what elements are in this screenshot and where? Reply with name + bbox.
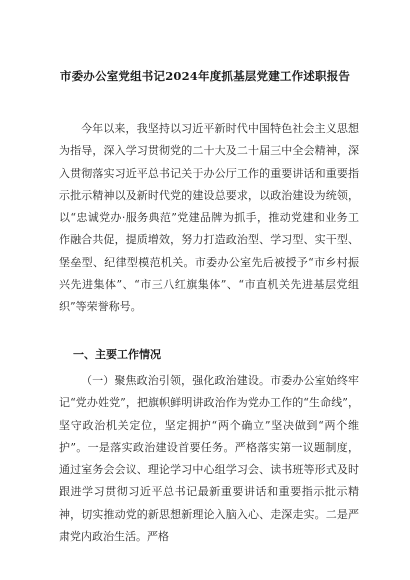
section-heading: 一、主要工作情况 [73, 348, 161, 361]
document-title: 市委办公室党组书记2024年度抓基层党建工作述职报告 [59, 69, 351, 83]
intro-paragraph: 今年以来，我坚持以习近平新时代中国特色社会主义思想为指导，深入学习贯彻党的二十大及二十届三中全会精神，深入贯彻落实习近平总书记关于办公厅工作的重要讲话和重要指示批示精神以及新时代党的建设总要求，以政治建设为统领，以“忠诚党办·服务典范”党建品牌为抓手，推动党建和业务工作融合共促，提质增效，努力打造政治型、学习型、实干型、堡垒型、纪律型模范机关。市委办公室先后被授予“市乡村振兴先进集体”、“市三八红旗集体”、“市直机关先进基层党组织”等荣誉称号。 [59, 122, 359, 314]
section-paragraph: （一）聚焦政治引领，强化政治建设。市委办公室始终牢记“党办姓党”，把旗帜鲜明讲政治作为党办工作的“生命线”，坚守政治机关定位，坚定拥护“两个确立”坚决做到“两个维护”。一是落实政治建设首要任务。严格落实第一议题制度，通过室务会会议、理论学习中心组学习会、读书班等形式及时跟进学习贯彻习近平总书记最新重要讲话和重要指示批示精神，切实推动党的新思想新理论入脑入心、走深走实。二是严肃党内政治生活。严格 [59, 374, 359, 544]
